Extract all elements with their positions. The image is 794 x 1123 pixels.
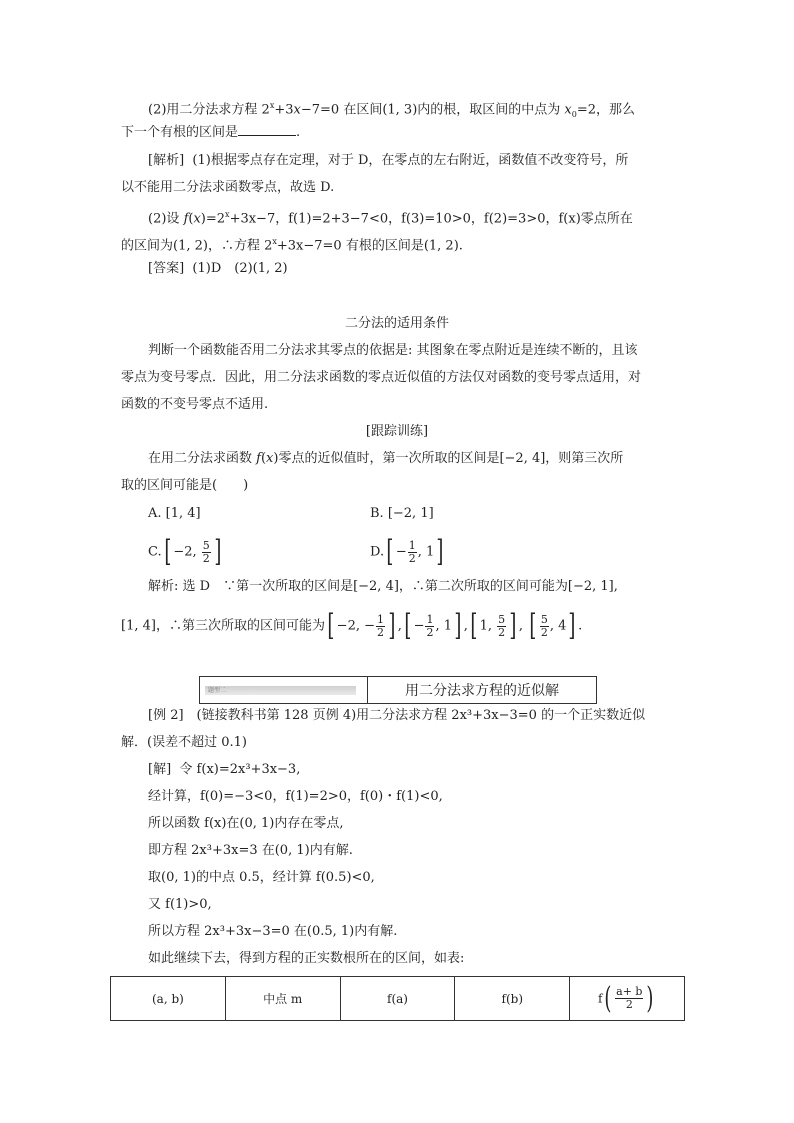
- banner-tag-label: 题型二: [205, 686, 356, 695]
- answer-line: [答案] (1)D (2)(1, 2): [148, 261, 288, 276]
- table-header-fa: f(a): [340, 977, 455, 1021]
- analysis-line4: 的区间为(1, 2)，∴方程 $2^x+3x-7=0$ 有根的区间是(1, 2).: [121, 237, 463, 254]
- solution-line2: [1, 4]，∴第三次所取的区间可能为[ −2, − $\frac{1}{2}$ ] ,[ − $\frac{1}{2}$ , 1] ,[ 1, $\frac{5}{2}$ ] , [ $\frac{5}{2}$ , 4] .: [121, 608, 583, 643]
- part2-line1: (2)用二分法求方程 $2^x+3x-7=0$ 在区间(1, 3)内的根，取区间的中点为 $x_0=2$，那么: [148, 101, 636, 119]
- banner-title: 用二分法求方程的近似解: [405, 683, 559, 699]
- example-sol-line5: 取(0, 1)的中点 0.5，经计算 f(0.5)<0,: [148, 870, 375, 885]
- table-header-fb: f(b): [455, 977, 570, 1021]
- analysis-line3: (2)设 $f(x)=2^x+3x-7$，f(1)=2+3−7<0，f(3)=10>0，f(2)=3>0，f(x)零点所在: [148, 210, 633, 227]
- section-banner: [199, 676, 597, 704]
- option-a: A. [1, 4]: [148, 506, 201, 521]
- example-sol-line6: 又 f(1)>0,: [148, 897, 212, 912]
- table-header-interval: (a, b): [111, 977, 226, 1021]
- example-line2: 解．(误差不超过 0.1): [121, 735, 247, 750]
- example-sol-line8: 如此继续下去，得到方程的正实数根所在的区间，如表:: [148, 951, 465, 966]
- example-line1: [例 2] (链接教科书第 128 页例 4)用二分法求方程 2x³+3x−3=0 的一个正实数近似: [148, 708, 646, 723]
- table-header-midpoint: 中点 m: [225, 977, 340, 1021]
- analysis-line2: 以不能用二分法求函数零点，故选 D.: [121, 180, 335, 195]
- example-sol-line4: 即方程 2x³+3x=3 在(0, 1)内有解.: [148, 843, 353, 858]
- example-sol-line3: 所以函数 f(x)在(0, 1)内存在零点,: [148, 816, 344, 831]
- part2-line2: 下一个有根的区间是 .: [121, 125, 301, 140]
- table-header-fmid: f( $\frac{a+ b}{2}$ ): [570, 977, 685, 1021]
- example-sol-line2: 经计算，f(0)=−3<0，f(1)=2>0，f(0)・f(1)<0,: [148, 789, 443, 804]
- analysis-line1: [解析] (1)根据零点存在定理，对于 D，在零点的左右附近，函数值不改变符号，所: [148, 153, 629, 168]
- example-sol-line7: 所以方程 2x³+3x−3=0 在(0.5, 1)内有解.: [148, 924, 398, 939]
- option-b: B. [−2, 1]: [370, 506, 434, 521]
- training-q1: 在用二分法求函数 f(x)零点的近似值时，第一次所取的区间是[−2, 4]，则第三次所: [148, 451, 624, 466]
- training-q2: 取的区间可能是( ): [121, 478, 249, 493]
- solution-line1: 解析: 选 D ∵第一次所取的区间是[−2, 4]，∴第二次所取的区间可能为[−2, 1],: [148, 579, 618, 594]
- banner-tag: [200, 677, 368, 703]
- section-title: 二分法的适用条件: [344, 316, 449, 331]
- table-header-row: [111, 977, 685, 1021]
- section-p1: 判断一个函数能否用二分法求其零点的依据是: 其图象在零点附近是连续不断的，且该: [148, 343, 638, 358]
- section-p3: 函数的不变号零点不适用.: [121, 397, 269, 412]
- training-title: [跟踪训练]: [365, 424, 429, 439]
- bisection-table: [110, 976, 685, 1021]
- section-p2: 零点为变号零点．因此，用二分法求函数的零点近似值的方法仅对函数的变号零点适用，对: [121, 370, 642, 385]
- example-sol-line1: [解] 令 f(x)=2x³+3x−3,: [148, 762, 301, 777]
- option-c: C.[ −2, $\frac{5}{2}$ ]: [148, 534, 222, 569]
- answer-blank: [238, 123, 296, 136]
- option-d: D.[ − $\frac{1}{2}$ , 1]: [370, 534, 444, 569]
